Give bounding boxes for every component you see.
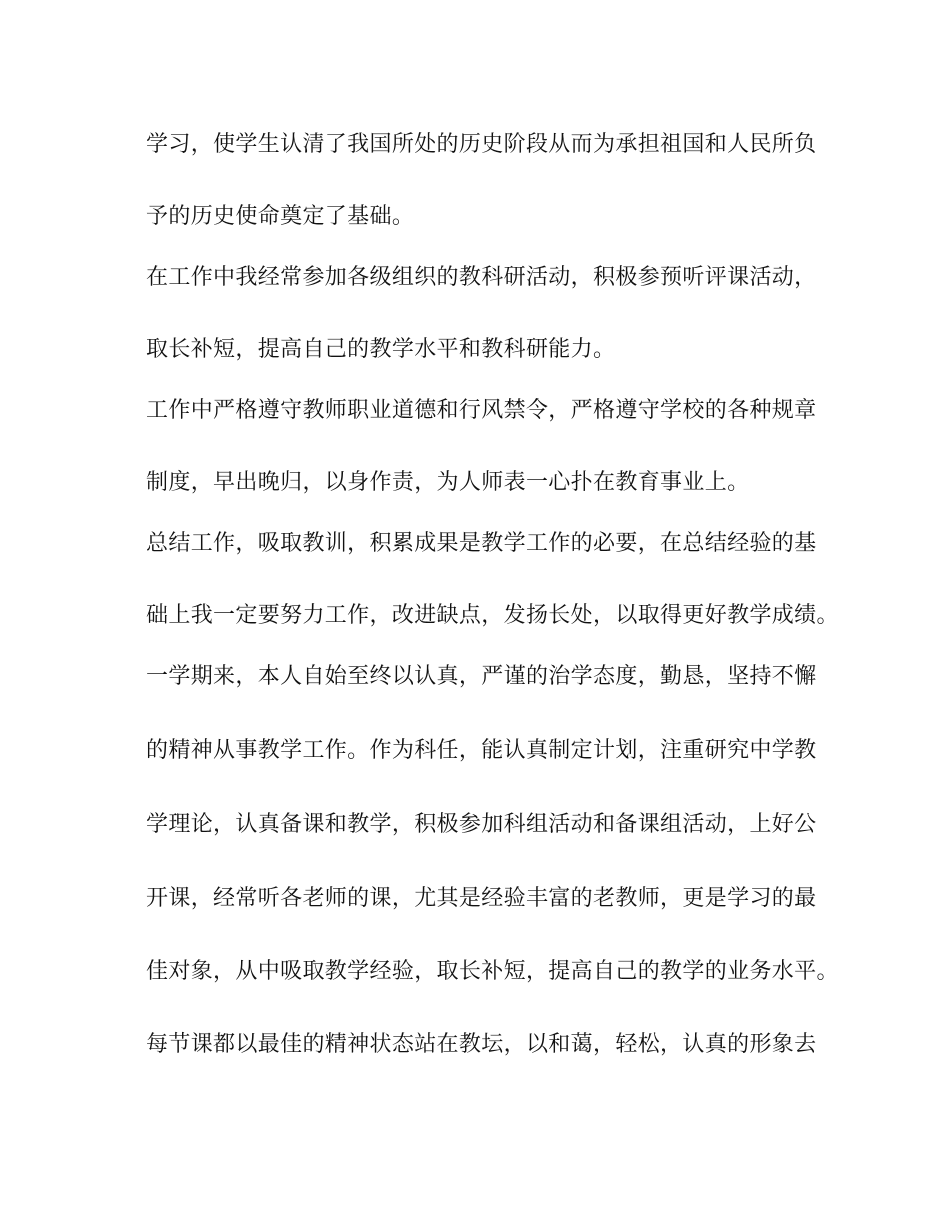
text-line: 学习，使学生认清了我国所处的历史阶段从而为承担祖国和人民所负 [146,132,817,157]
text-line: 制度，早出晚归，以身作责，为人师表一心扑在教育事业上。 [146,470,750,495]
text-line: 每节课都以最佳的精神状态站在教坛，以和蔼，轻松，认真的形象去 [146,1032,817,1057]
text-line: 工作中严格遵守教师职业道德和行风禁令，严格遵守学校的各种规章 [146,398,817,423]
text-line: 学理论，认真备课和教学，积极参加科组活动和备课组活动，上好公 [146,812,817,837]
text-line: 一学期来，本人自始至终以认真，严谨的治学态度，勤恳，坚持不懈 [146,664,817,689]
text-line: 总结工作，吸取教训，积累成果是教学工作的必要，在总结经验的基 [146,531,817,556]
text-line: 取长补短，提高自己的教学水平和教科研能力。 [146,337,616,362]
text-line: 础上我一定要努力工作，改进缺点，发扬长处，以取得更好教学成绩。 [146,603,839,628]
text-line: 佳对象，从中吸取教学经验，取长补短，提高自己的教学的业务水平。 [146,959,839,984]
text-line: 予的历史使命奠定了基础。 [146,204,415,229]
text-line: 的精神从事教学工作。作为科任，能认真制定计划，注重研究中学教 [146,738,817,763]
text-line: 开课，经常听各老师的课，尤其是经验丰富的老教师，更是学习的最 [146,886,817,911]
text-line: 在工作中我经常参加各级组织的教科研活动，积极参预听评课活动， [146,265,817,290]
